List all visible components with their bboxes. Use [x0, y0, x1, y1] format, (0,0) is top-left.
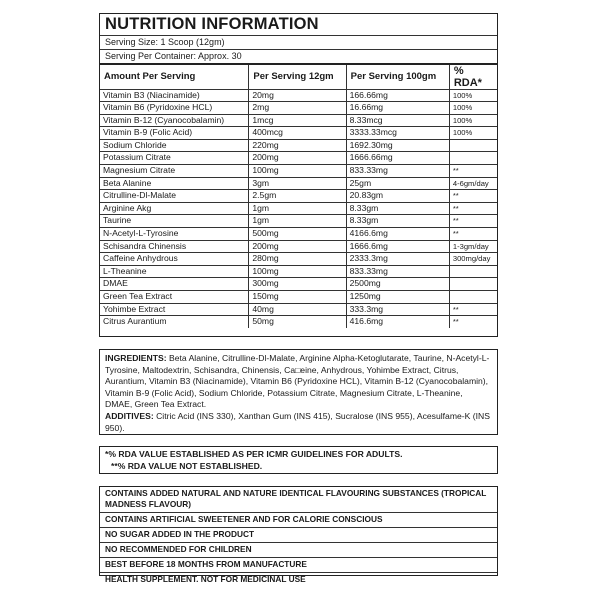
amount-per-12gm: 200mg [249, 240, 346, 253]
nutrient-name: L-Theanine [100, 265, 249, 278]
nutrition-row [100, 278, 497, 291]
statement-item: NO SUGAR ADDED IN THE PRODUCT [100, 528, 497, 543]
amount-per-100gm: 166.66mg [346, 89, 449, 102]
header-per-100gm: Per Serving 100gm [346, 65, 449, 90]
amount-per-100gm: 416.6mg [346, 316, 449, 328]
amount-per-12gm: 1gm [249, 215, 346, 228]
nutrient-name: Citrulline-Dl-Malate [100, 190, 249, 203]
nutrition-table [100, 65, 497, 328]
rda-value: 100% [449, 89, 497, 102]
amount-per-100gm: 833.33mg [346, 265, 449, 278]
nutrient-name: Yohimbe Extract [100, 303, 249, 316]
amount-per-100gm: 2333.3mg [346, 253, 449, 266]
rda-value: 4-6gm/day [449, 177, 497, 190]
nutrition-row [100, 190, 497, 203]
amount-per-100gm: 4166.6mg [346, 228, 449, 241]
amount-per-12gm: 100mg [249, 265, 346, 278]
nutrition-row [100, 316, 497, 328]
rda-value [449, 139, 497, 152]
ingredients-text: Beta Alanine, Citrulline-Dl-Malate, Arginine Alpha-Ketoglutarate, Taurine, N-Acetyl-L-Tyrosine, Maltodextrin, Schisandra, Chinensis, Ca□eine, Anhydrous, Yohimbe Extract, Citrus, Aurantium, Vitamin B3 (Niacinamide), Vitamin B6 (Pyridoxine HCL), Vitamin B-12 (Cyanocobalamin), Vitamin B-9 (Folic Acid), Sodium Chloride, Potassium Citrate, Magnesium Citrate, L-Theanine, DMAE, Green Tea Extract. [105, 353, 490, 410]
statement-item: CONTAINS ADDED NATURAL AND NATURE IDENTICAL FLAVOURING SUBSTANCES (TROPICAL MADNESS FLAVOUR) [100, 487, 497, 513]
statement-item: CONTAINS ARTIFICIAL SWEETENER AND FOR CALORIE CONSCIOUS [100, 513, 497, 528]
rda-value: 1-3gm/day [449, 240, 497, 253]
nutrition-row [100, 165, 497, 178]
rda-value [449, 291, 497, 304]
amount-per-100gm: 1250mg [346, 291, 449, 304]
nutrient-name: DMAE [100, 278, 249, 291]
header-rda: % RDA* [449, 65, 497, 90]
amount-per-12gm: 500mg [249, 228, 346, 241]
nutrition-row [100, 303, 497, 316]
amount-per-12gm: 200mg [249, 152, 346, 165]
amount-per-12gm: 2.5gm [249, 190, 346, 203]
amount-per-12gm: 100mg [249, 165, 346, 178]
statement-item: HEALTH SUPPLEMENT. NOT FOR MEDICINAL USE [105, 574, 306, 584]
amount-per-12gm: 1gm [249, 202, 346, 215]
amount-per-100gm: 25gm [346, 177, 449, 190]
nutrient-name: Potassium Citrate [100, 152, 249, 165]
nutrient-name: Vitamin B6 (Pyridoxine HCL) [100, 102, 249, 115]
ingredients-label: INGREDIENTS: [105, 353, 167, 363]
rda-note-not-established: **% RDA VALUE NOT ESTABLISHED. [111, 460, 263, 471]
nutrient-name: Vitamin B-12 (Cyanocobalamin) [100, 114, 249, 127]
statements-panel [99, 486, 498, 584]
nutrition-row [100, 240, 497, 253]
rda-value: ** [452, 317, 459, 327]
nutrition-row [100, 215, 497, 228]
statement-item: BEST BEFORE 18 MONTHS FROM MANUFACTURE [100, 558, 497, 573]
nutrition-header-row [100, 65, 497, 90]
rda-value: 100% [449, 102, 497, 115]
nutrient-name: Vitamin B3 (Niacinamide) [100, 89, 249, 102]
amount-per-100gm: 833.33mg [346, 165, 449, 178]
rda-notes-panel [99, 446, 498, 474]
nutrient-name: Caffeine Anhydrous [100, 253, 249, 266]
rda-value: ** [449, 215, 497, 228]
rda-value: 300mg/day [449, 253, 497, 266]
rda-value: ** [449, 303, 497, 316]
nutrition-panel [99, 13, 498, 337]
amount-per-12gm: 400mcg [249, 127, 346, 140]
amount-per-12gm: 220mg [249, 139, 346, 152]
nutrition-row [100, 139, 497, 152]
amount-per-100gm: 2500mg [346, 278, 449, 291]
rda-value: 100% [449, 127, 497, 140]
ingredients-panel [99, 349, 498, 435]
rda-value [449, 152, 497, 165]
header-per-12gm: Per Serving 12gm [249, 65, 346, 90]
nutrition-row [100, 114, 497, 127]
serving-size: Serving Size: 1 Scoop (12gm) [100, 36, 497, 50]
rda-value: ** [449, 228, 497, 241]
amount-per-12gm: 50mg [249, 316, 346, 328]
amount-per-12gm: 20mg [249, 89, 346, 102]
statement-item: NO RECOMMENDED FOR CHILDREN [100, 543, 497, 558]
rda-value: 100% [449, 114, 497, 127]
amount-per-12gm: 150mg [249, 291, 346, 304]
servings-per-container: Serving Per Container: Approx. 30 [100, 50, 497, 65]
amount-per-100gm: 333.3mg [346, 303, 449, 316]
amount-per-100gm: 1692.30mg [346, 139, 449, 152]
nutrient-name: Schisandra Chinensis [100, 240, 249, 253]
amount-per-100gm: 8.33gm [346, 202, 449, 215]
nutrition-row [100, 265, 497, 278]
nutrition-row [100, 253, 497, 266]
nutrition-title: NUTRITION INFORMATION [100, 14, 497, 36]
header-amount: Amount Per Serving [100, 65, 249, 90]
nutrient-name: Citrus Aurantium [100, 316, 249, 328]
amount-per-100gm: 3333.33mcg [346, 127, 449, 140]
nutrition-row [100, 177, 497, 190]
amount-per-100gm: 8.33mcg [346, 114, 449, 127]
amount-per-12gm: 1mcg [249, 114, 346, 127]
rda-note-established: *% RDA VALUE ESTABLISHED AS PER ICMR GUIDELINES FOR ADULTS. [105, 449, 403, 459]
rda-value: ** [449, 202, 497, 215]
nutrition-row [100, 89, 497, 102]
nutrition-row [100, 127, 497, 140]
rda-value: ** [449, 165, 497, 178]
nutrition-row [100, 228, 497, 241]
rda-value [449, 278, 497, 291]
amount-per-12gm: 40mg [249, 303, 346, 316]
additives-label: ADDITIVES: [105, 410, 154, 421]
nutrient-name: Vitamin B-9 (Folic Acid) [100, 127, 249, 140]
rda-value: ** [449, 190, 497, 203]
amount-per-100gm: 1666.6mg [346, 240, 449, 253]
nutrient-name: Sodium Chloride [100, 139, 249, 152]
amount-per-12gm: 280mg [249, 253, 346, 266]
rda-value [449, 265, 497, 278]
amount-per-12gm: 300mg [249, 278, 346, 291]
nutrient-name: Magnesium Citrate [100, 165, 249, 178]
amount-per-12gm: 3gm [249, 177, 346, 190]
amount-per-100gm: 8.33gm [346, 215, 449, 228]
nutrient-name: N-Acetyl-L-Tyrosine [100, 228, 249, 241]
amount-per-100gm: 1666.66mg [346, 152, 449, 165]
amount-per-12gm: 2mg [249, 102, 346, 115]
amount-per-100gm: 20.83gm [346, 190, 449, 203]
nutrition-row [100, 152, 497, 165]
amount-per-100gm: 16.66mg [346, 102, 449, 115]
nutrition-row [100, 291, 497, 304]
nutrient-name: Taurine [100, 215, 249, 228]
additives-text: Citric Acid (INS 330), Xanthan Gum (INS 415), Sucralose (INS 955), Acesulfame-K (INS 950). [105, 410, 490, 433]
nutrient-name: Arginine Akg [100, 202, 249, 215]
nutrient-name: Beta Alanine [100, 177, 249, 190]
nutrition-row [100, 202, 497, 215]
nutrition-row [100, 102, 497, 115]
nutrient-name: Green Tea Extract [100, 291, 249, 304]
